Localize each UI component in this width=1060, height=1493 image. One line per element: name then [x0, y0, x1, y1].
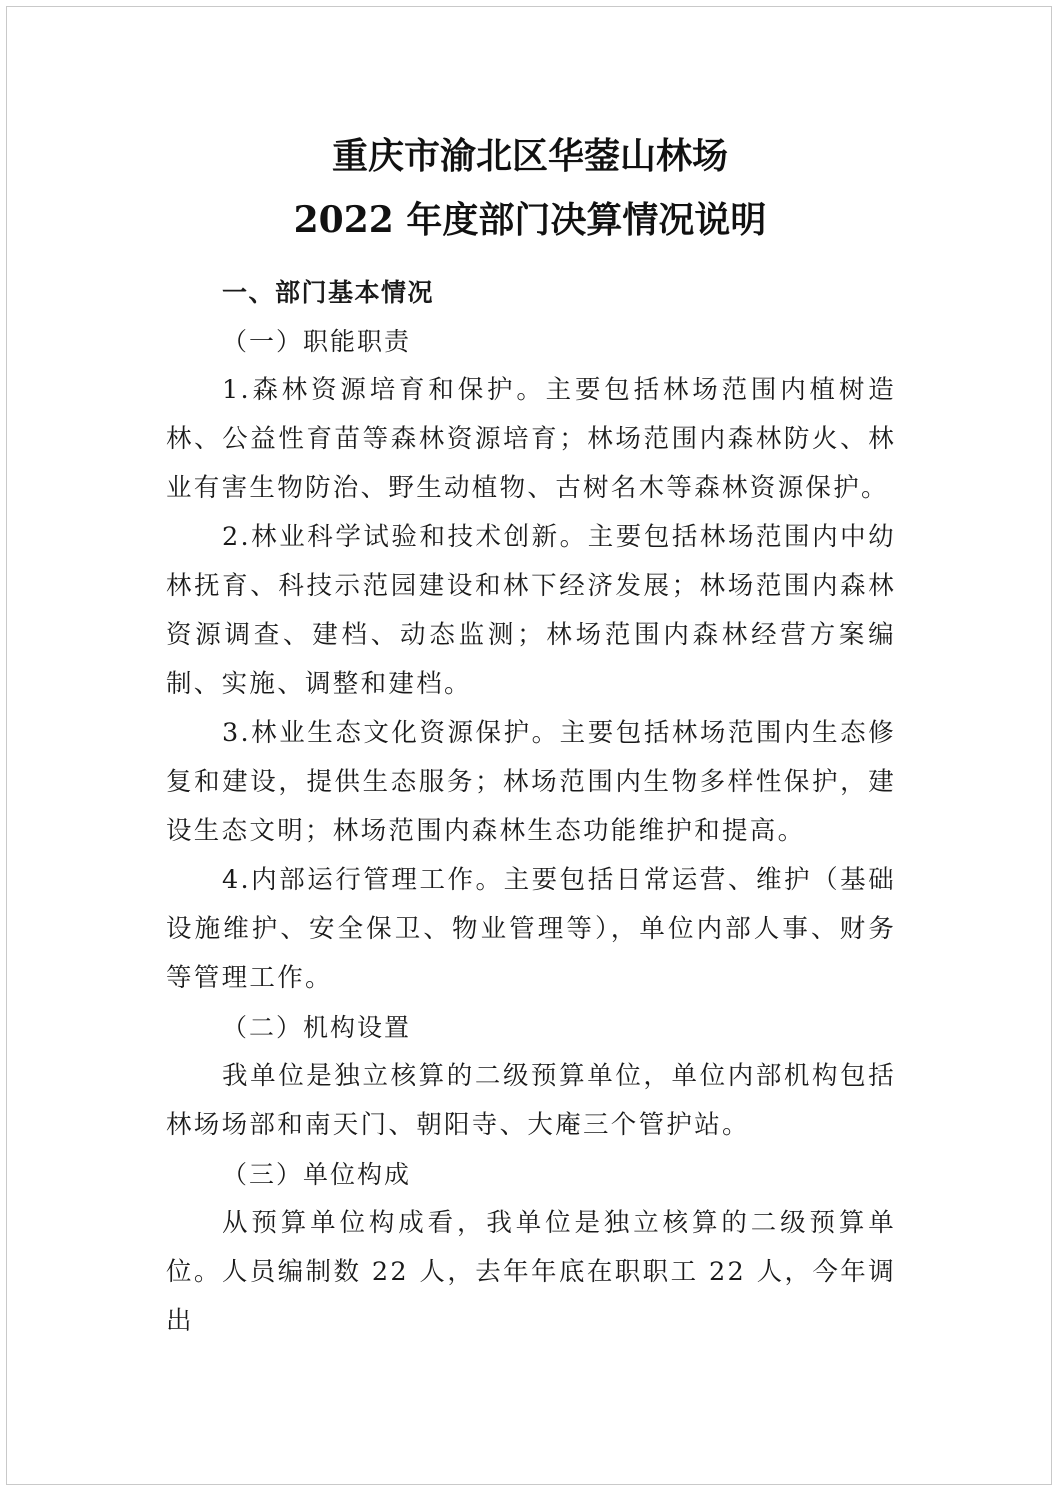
paragraph-structure: 我单位是独立核算的二级预算单位，单位内部机构包括林场场部和南天门、朝阳寺、大庵三个管护站。: [166, 1061, 896, 1140]
paragraph-duty-2: 2.林业科学试验和技术创新。主要包括林场范围内中幼林抚育、科技示范园建设和林下经济发展；林场范围内森林资源调查、建档、动态监测；林场范围内森林经营方案编制、实施、调整和建档。: [166, 522, 896, 699]
document-subtitle: 2022 年度部门决算情况说明: [293, 199, 767, 241]
section-heading-basic-info: 一、部门基本情况: [222, 278, 435, 307]
document-title: 重庆市渝北区华蓥山林场: [331, 135, 728, 177]
paragraph-duty-4: 4.内部运行管理工作。主要包括日常运营、维护（基础设施维护、安全保卫、物业管理等），单位内部人事、财务等管理工作。: [166, 865, 896, 993]
paragraph-duty-3: 3.林业生态文化资源保护。主要包括林场范围内生态修复和建设，提供生态服务；林场范围内生物多样性保护，建设生态文明；林场范围内森林生态功能维护和提高。: [166, 718, 896, 846]
paragraph-composition: 从预算单位构成看，我单位是独立核算的二级预算单位。人员编制数 22 人，去年年底在职职工 22 人，今年调出: [166, 1208, 896, 1336]
subsection-heading-duties: （一）职能职责: [222, 327, 412, 356]
subsection-heading-composition: （三）单位构成: [222, 1160, 412, 1189]
paragraph-duty-1: 1.森林资源培育和保护。主要包括林场范围内植树造林、公益性育苗等森林资源培育；林场范围内森林防火、林业有害生物防治、野生动植物、古树名木等森林资源保护。: [166, 375, 896, 503]
document-body: [166, 268, 896, 1346]
subsection-heading-structure: （二）机构设置: [222, 1013, 412, 1042]
